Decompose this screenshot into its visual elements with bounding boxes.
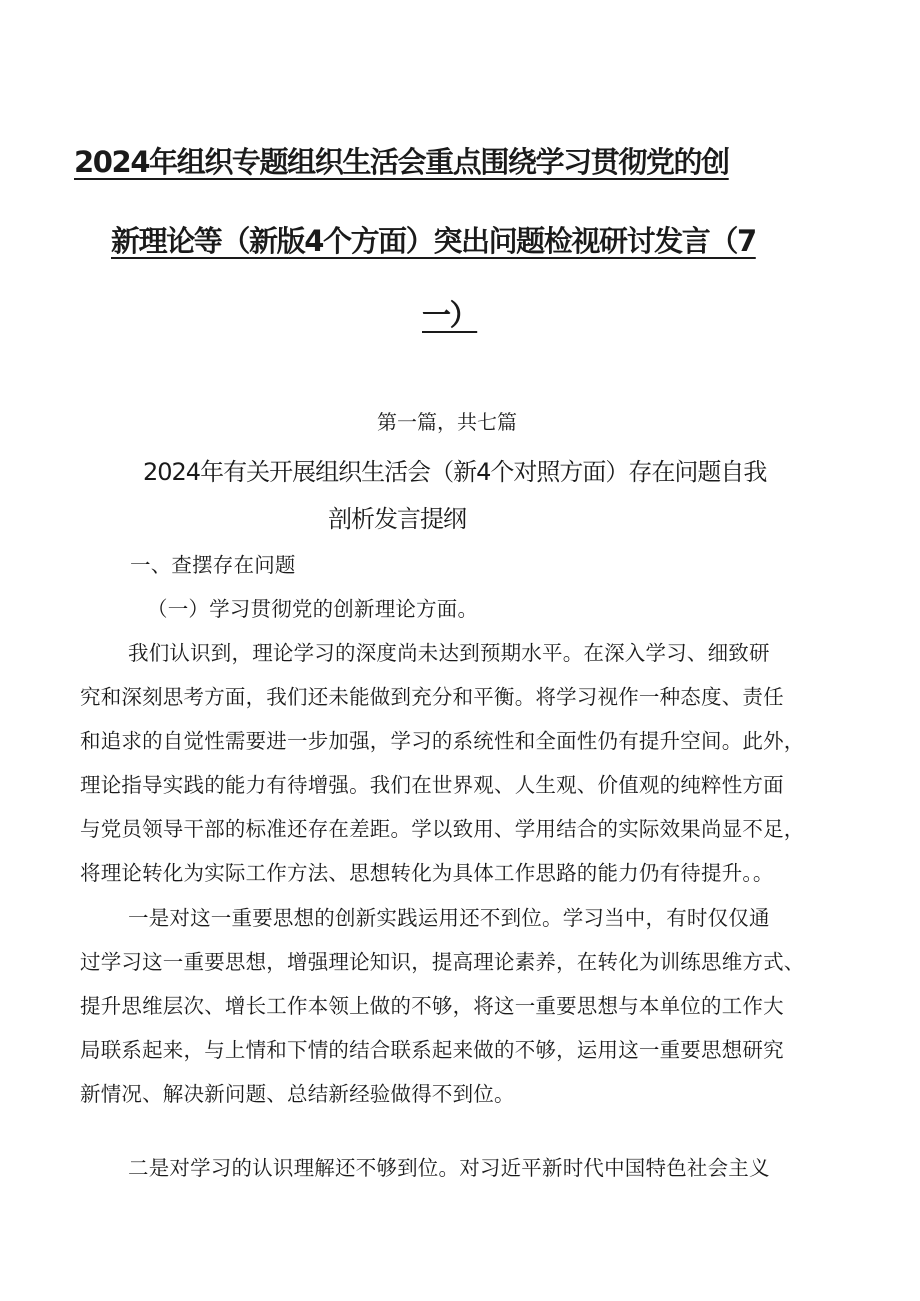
document-title-line-3: 一）: [422, 298, 478, 332]
document-title-line-1: 2024年组织专题组织生活会重点围绕学习贯彻党的创: [74, 145, 729, 179]
subtitle-line-1: 2024年有关开展组织生活会（新4个对照方面）存在问题自我: [143, 458, 767, 486]
paragraph-2-line: 局联系起来，与上情和下情的结合联系起来做的不够，运用这一重要思想研究: [80, 1038, 784, 1062]
paragraph-2-line: 一是对这一重要思想的创新实践运用还不到位。学习当中，有时仅仅通: [128, 906, 770, 930]
paragraph-1-line: 我们认识到，理论学习的深度尚未达到预期水平。在深入学习、细致研: [128, 641, 770, 665]
paragraph-1-line: 理论指导实践的能力有待增强。我们在世界观、人生观、价值观的纯粹性方面: [80, 773, 784, 797]
subtitle-line-2: 剖析发言提纲: [328, 505, 466, 533]
paragraph-1-line: 和追求的自觉性需要进一步加强，学习的系统性和全面性仍有提升空间。此外，: [80, 729, 805, 753]
paragraph-1-line: 将理论转化为实际工作方法、思想转化为具体工作思路的能力仍有待提升。。: [80, 861, 774, 885]
section-label: 第一篇，共七篇: [377, 410, 517, 434]
paragraph-1-line: 究和深刻思考方面，我们还未能做到充分和平衡。将学习视作一种态度、责任: [80, 685, 784, 709]
heading-find-problems: 一、查摆存在问题: [130, 553, 296, 577]
document-title-line-2: 新理论等（新版4个方面）突出问题检视研讨发言（7: [111, 224, 756, 258]
paragraph-3-line: 二是对学习的认识理解还不够到位。对习近平新时代中国特色社会主义: [128, 1156, 770, 1180]
paragraph-2-line: 过学习这一重要思想，增强理论知识，提高理论素养，在转化为训练思维方式、: [80, 950, 805, 974]
paragraph-2-line: 新情况、解决新问题、总结新经验做得不到位。: [80, 1082, 515, 1106]
paragraph-1-line: 与党员领导干部的标准还存在差距。学以致用、学用结合的实际效果尚显不足，: [80, 817, 805, 841]
paragraph-2-line: 提升思维层次、增长工作本领上做的不够，将这一重要思想与本单位的工作大: [80, 994, 784, 1018]
heading-theory-study: （一）学习贯彻党的创新理论方面。: [147, 597, 479, 621]
